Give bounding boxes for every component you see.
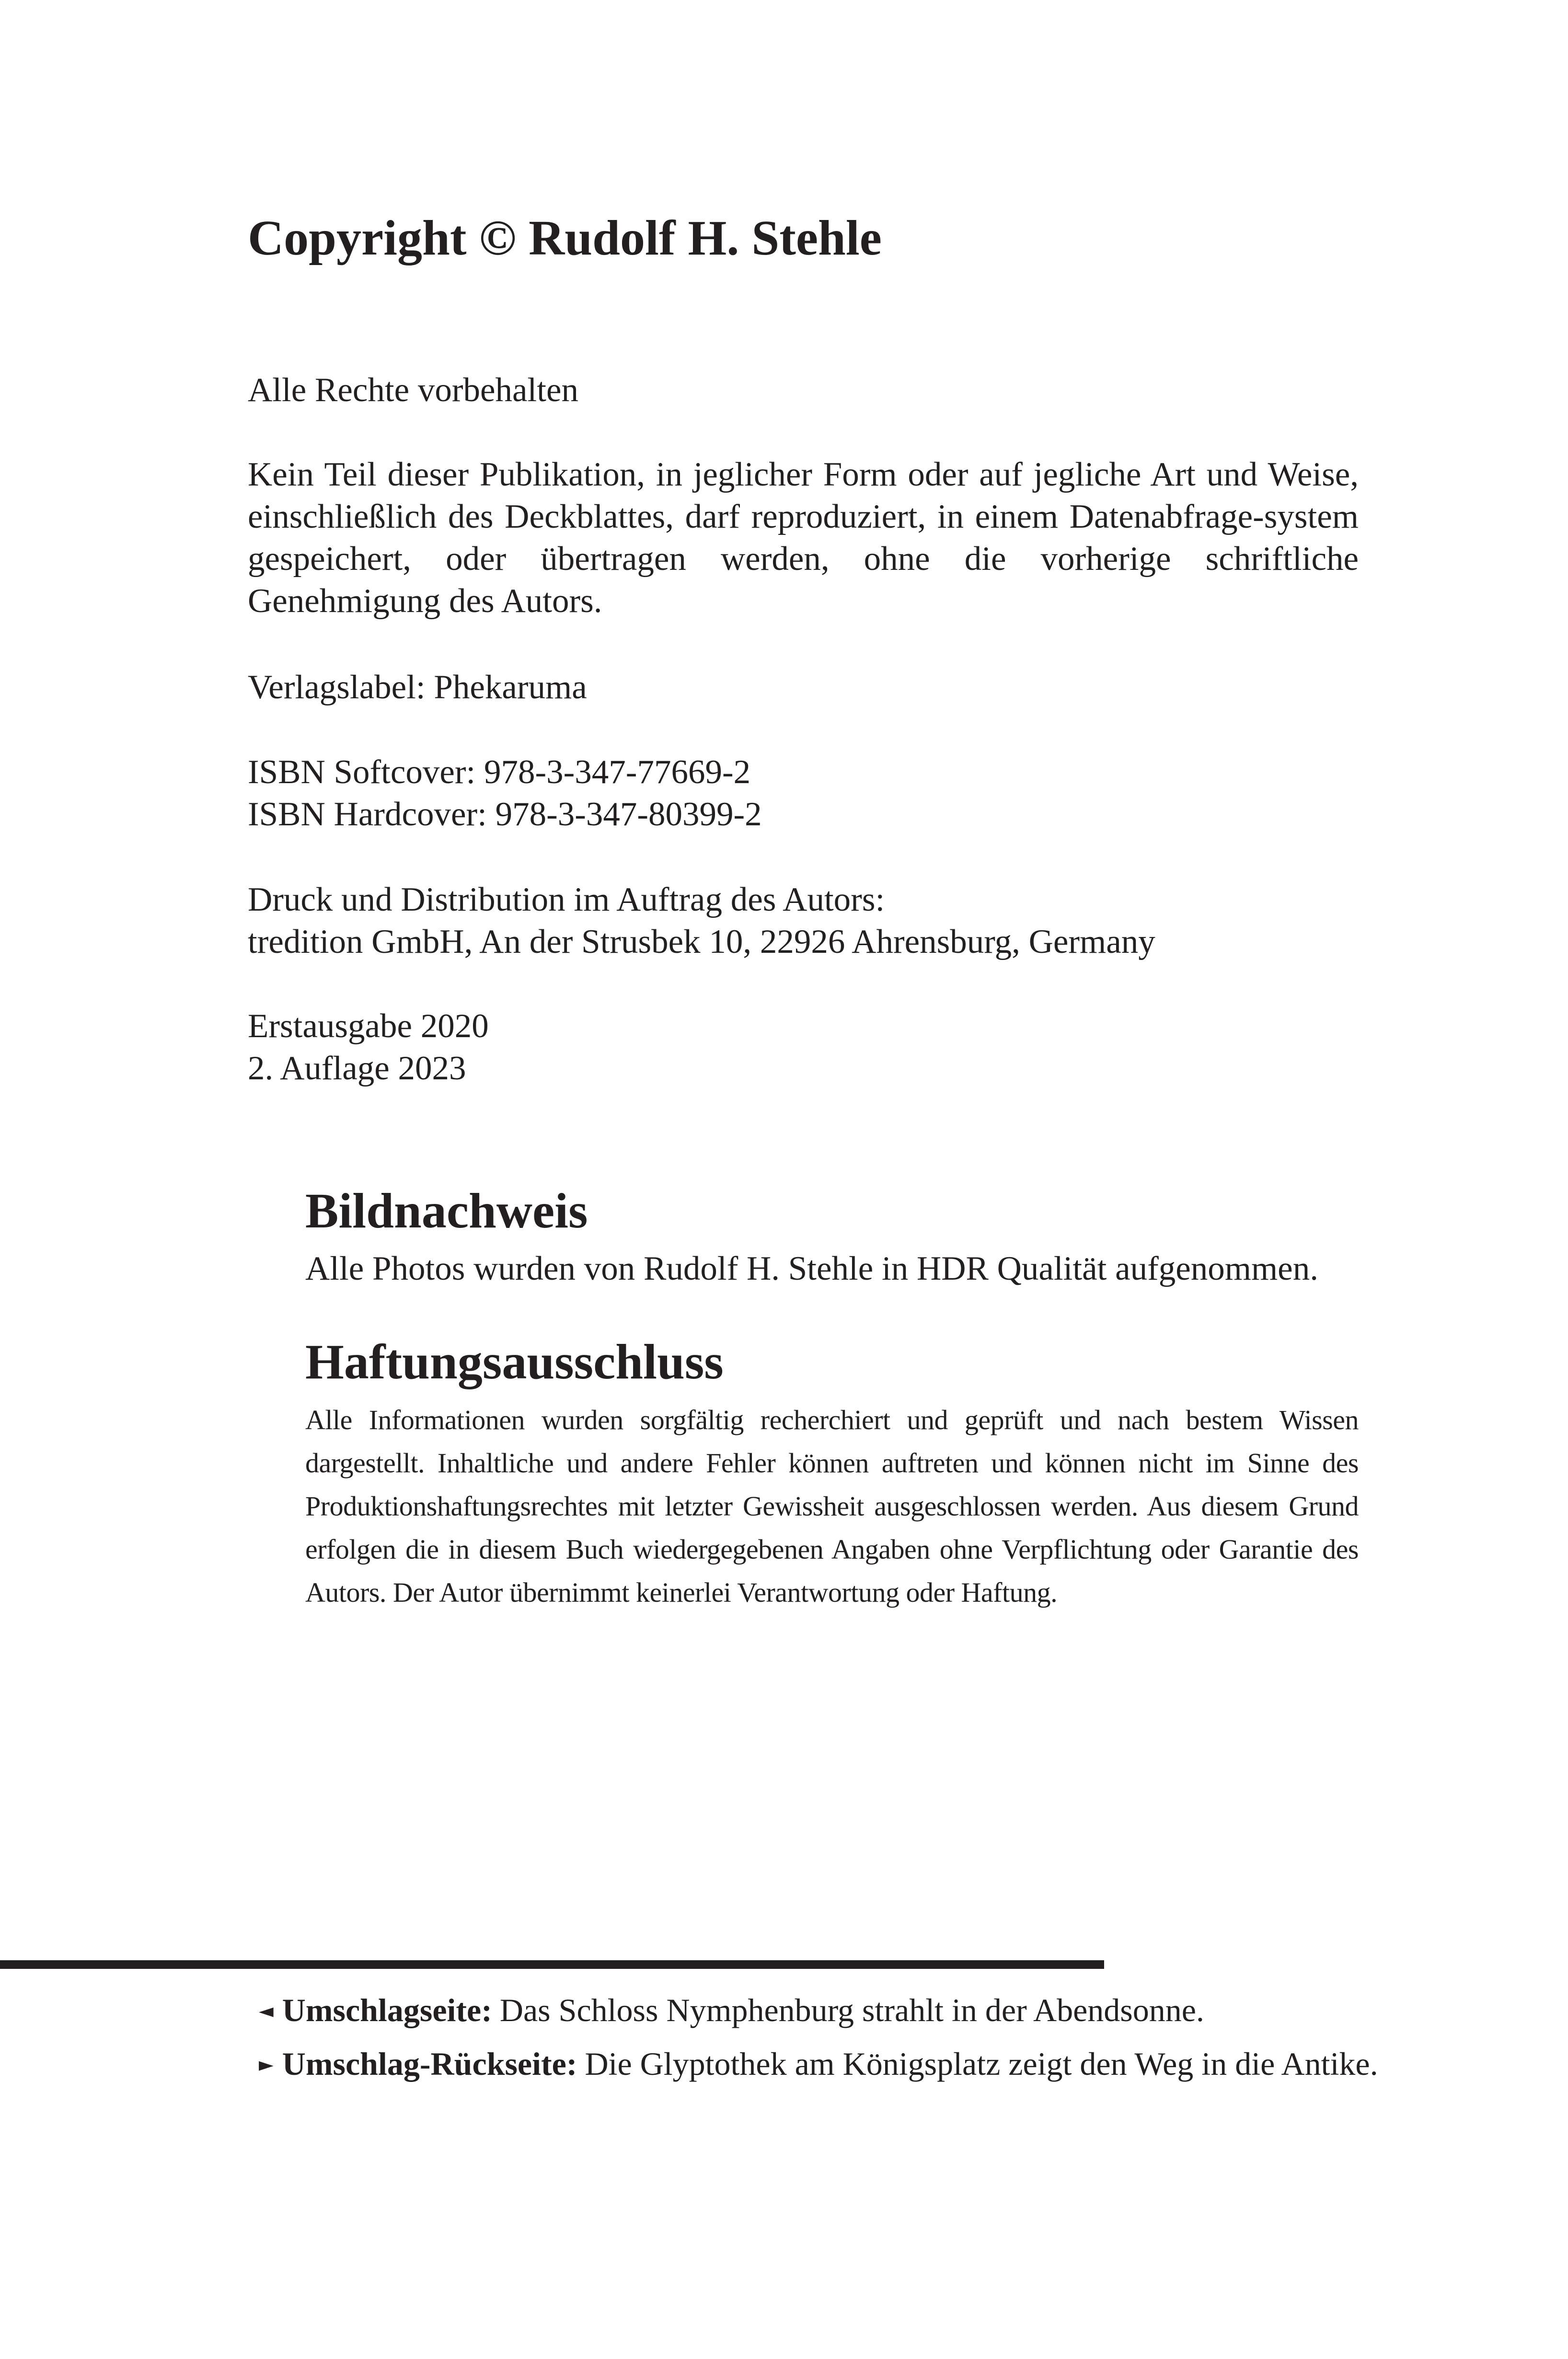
distribution-block [248,879,1359,963]
isbn-block [248,751,1359,835]
isbn-softcover: ISBN Softcover: 978-3-347-77669-2 [248,753,751,791]
second-edition: 2. Auflage 2023 [248,1050,466,1087]
image-credits-heading: Bildnachweis [305,1183,588,1238]
front-cover-caption [259,1989,1204,2032]
copyright-notice: Kein Teil dieser Publikation, in jeglicher Form oder auf jegliche Art und Weise, einschließlich des Deckblattes, darf reproduziert, in einem Datenabfrage-system gespeichert, oder übertragen werden, ohne die vorherige schriftliche Genehmigung des Autors. [248,456,1359,620]
first-edition: Erstausgabe 2020 [248,1007,489,1045]
publisher-label: Verlagslabel: Phekaruma [248,669,587,706]
distribution-address: tredition GmbH, An der Strusbek 10, 22926 Ahrensburg, Germany [248,923,1155,960]
isbn-hardcover: ISBN Hardcover: 978-3-347-80399-2 [248,796,762,833]
distribution-line-1: Druck und Distribution im Auftrag des Autors: [248,881,885,918]
caption-text: Das Schloss Nymphenburg strahlt in der Abendsonne. [499,1992,1204,2028]
page-title: Copyright © Rudolf H. Stehle [248,210,882,266]
caption-label: Umschlag-Rückseite: [282,2046,577,2082]
horizontal-rule [0,1960,1104,1969]
arrow-left-icon: ◄ [259,2000,274,2022]
editions-block [248,1005,1359,1089]
disclaimer-heading: Haftungsausschluss [305,1334,724,1389]
disclaimer-text: Alle Informationen wurden sorgfältig recherchiert und geprüft und nach bestem Wissen dargestellt. Inhaltliche und andere Fehler können auftreten und können nicht im Sinne des Produktionshaftungsrechtes mit letzter Gewissheit ausgeschlossen werden. Aus diesem Grund erfolgen die in diesem Buch wiedergegebenen Angaben ohne Verpflichtung oder Garantie des Autors. Der Autor übernimmt keinerlei Verantwortung oder Haftung. [305,1404,1359,1608]
caption-label: Umschlagseite: [282,1992,492,2028]
rights-reserved: Alle Rechte vorbehalten [248,371,578,409]
arrow-right-icon: ► [259,2054,274,2076]
caption-text: Die Glyptothek am Königsplatz zeigt den Weg in die Antike. [585,2046,1378,2082]
back-cover-caption [259,2043,1378,2086]
image-credits-text: Alle Photos wurden von Rudolf H. Stehle in HDR Qualität aufgenommen. [305,1250,1318,1287]
